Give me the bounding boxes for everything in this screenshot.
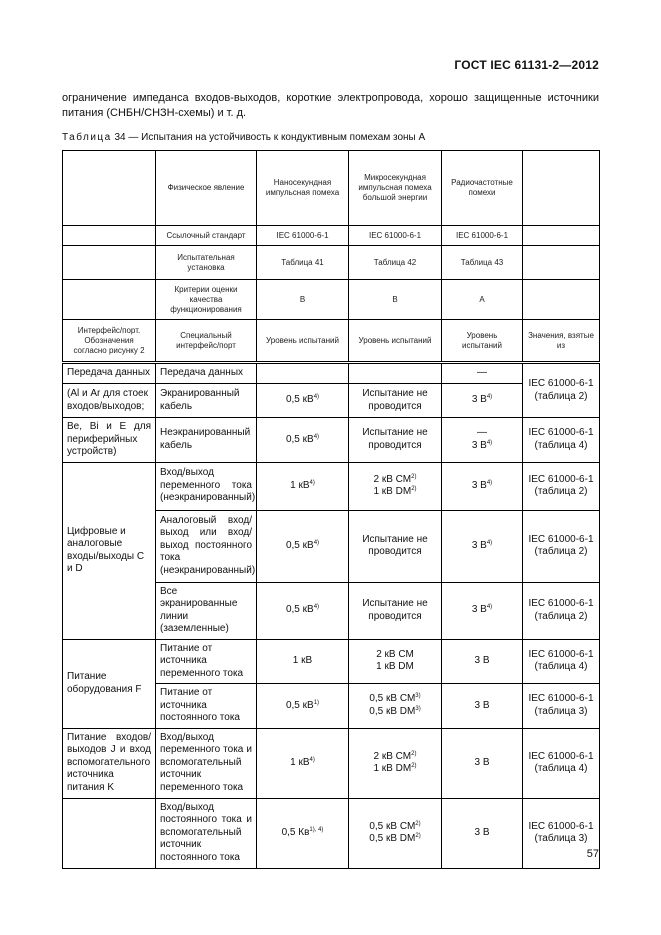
special-interface-cell: Вход/выход постоянного тока и вспомогательный источник постоянного тока <box>156 798 257 868</box>
reference-cell: IEC 61000-6-1 (таблица 2) <box>523 364 600 418</box>
interface-cell: Передача данных <box>63 364 156 384</box>
table-row <box>63 418 600 463</box>
table-header-row <box>63 151 600 226</box>
radio-level-cell: 3 $В^{4)}$ <box>442 462 523 510</box>
empty-cell <box>63 798 156 868</box>
intro-paragraph: ограничение импеданса входов-выходов, короткие электропровода, хорошо защищенные источники питания (СНБН/СНЗН-схемы) и т. д. <box>62 92 599 119</box>
nano-level-cell: 0,5 $кВ^{4)}$ <box>257 418 349 463</box>
empty-cell <box>257 364 349 384</box>
level-header-micro: Уровень испытаний <box>349 320 442 362</box>
nano-level-cell: 0,5 $кВ^{4)}$ <box>257 510 349 582</box>
nano-level-cell: 0,5 $Кв^{1), 4)}$ <box>257 798 349 868</box>
special-interface-cell: Вход/выход переменного тока и вспомогательный источник переменного тока <box>156 728 257 798</box>
reference-row <box>63 226 600 246</box>
radio-level-cell: 3 $В^{4)}$ <box>442 384 523 418</box>
table-row <box>63 728 600 798</box>
level-header-nano: Уровень испытаний <box>257 320 349 362</box>
reference-label: Ссылочный стандарт <box>156 226 257 246</box>
interface-cell: (Al и Ar для стоек входов/выходов; <box>63 384 156 418</box>
table-row <box>63 384 600 418</box>
setup-label: Испытательная установка <box>156 246 257 280</box>
nano-level-cell: 0,5 $кВ^{4)}$ <box>257 582 349 639</box>
criteria-label: Критерии оценки качества функционирования <box>156 280 257 320</box>
reference-cell: IEC 61000-6-1 (таблица 2) <box>523 510 600 582</box>
radio-level-cell: 3 $В^{4)}$ <box>442 582 523 639</box>
micro-level-cell: Испытание не проводится <box>349 418 442 463</box>
special-interface-cell: Аналоговый вход/выход или вход/выход постоянного тока (неэкранированный) <box>156 510 257 582</box>
criteria-radio: А <box>442 280 523 320</box>
interface-cell: Питание входов/выходов J и вход вспомогательного источника питания K <box>63 728 156 798</box>
empty-cell <box>523 246 600 280</box>
setup-radio: Таблица 43 <box>442 246 523 280</box>
reference-cell: IEC 61000-6-1 (таблица 3) <box>523 684 600 729</box>
reference-radio: IEC 61000-6-1 <box>442 226 523 246</box>
micro-level-cell: 2 кВ СМ 1 кВ DM <box>349 639 442 684</box>
reference-cell: IEC 61000-6-1 (таблица 4) <box>523 418 600 463</box>
caption-prefix: Таблица <box>62 132 112 143</box>
special-interface-cell: Передача данных <box>156 364 257 384</box>
nano-level-cell: 0,5 $кВ^{1)}$ <box>257 684 349 729</box>
special-interface-cell: Вход/выход переменного тока (неэкранированный) <box>156 462 257 510</box>
special-interface-cell: Питание от источника постоянного тока <box>156 684 257 729</box>
radio-level-cell: 3 В <box>442 728 523 798</box>
interface-cell: Питание оборудования F <box>63 639 156 728</box>
table-row <box>63 462 600 510</box>
micro-level-cell: Испытание не проводится <box>349 384 442 418</box>
caption-text: 34 — Испытания на устойчивость к кондуктивным помехам зоны А <box>114 132 426 143</box>
micro-level-cell: Испытание не проводится <box>349 582 442 639</box>
header-nanosecond: Наносекундная импульсная помеха <box>257 151 349 226</box>
setup-nano: Таблица 41 <box>257 246 349 280</box>
empty-cell <box>349 364 442 384</box>
micro-level-cell: Испытание не проводится <box>349 510 442 582</box>
setup-micro: Таблица 42 <box>349 246 442 280</box>
empty-cell <box>63 280 156 320</box>
radio-level-cell: 3 В <box>442 684 523 729</box>
table-caption <box>62 132 425 143</box>
special-interface-cell: Все экранированные линии (заземленные) <box>156 582 257 639</box>
immunity-test-table <box>62 150 600 869</box>
empty-cell <box>523 226 600 246</box>
criteria-row <box>63 280 600 320</box>
header-empty-cell <box>63 151 156 226</box>
reference-cell: IEC 61000-6-1 (таблица 3) <box>523 798 600 868</box>
micro-level-cell: 0,5 кВ СМ$^{3)}$ 0,5 кВ DM$^{3)}$ <box>349 684 442 729</box>
table-row <box>63 798 600 868</box>
special-interface-header: Специальный интерфейс/порт <box>156 320 257 362</box>
nano-level-cell: 1 $кВ^{4)}$ <box>257 462 349 510</box>
nano-level-cell: 0,5 $кВ^{4)}$ <box>257 384 349 418</box>
micro-level-cell: 2 кВ СМ$^{2)}$ 1 кВ DM$^{2)}$ <box>349 462 442 510</box>
reference-micro: IEC 61000-6-1 <box>349 226 442 246</box>
header-radio: Радиочастотные помехи <box>442 151 523 226</box>
empty-cell <box>63 246 156 280</box>
criteria-micro: В <box>349 280 442 320</box>
interface-cell: Цифровые и аналоговые входы/выходы С и D <box>63 462 156 639</box>
reference-cell: IEC 61000-6-1 (таблица 4) <box>523 728 600 798</box>
values-from-header: Значения, взятые из <box>523 320 600 362</box>
criteria-nano: В <box>257 280 349 320</box>
radio-level-cell: 3 В <box>442 639 523 684</box>
nano-level-cell: 1 кВ <box>257 639 349 684</box>
interface-header: Интерфейс/порт. Обозначения согласно рисунку 2 <box>63 320 156 362</box>
radio-level-cell: 3 В <box>442 798 523 868</box>
special-interface-cell: Питание от источника переменного тока <box>156 639 257 684</box>
radio-level-cell: 3 $В^{4)}$ <box>442 510 523 582</box>
interface-cell: Be, Bi и E для периферийных устройств) <box>63 418 156 463</box>
empty-cell <box>63 226 156 246</box>
special-interface-cell: Экранированный кабель <box>156 384 257 418</box>
reference-cell: IEC 61000-6-1 (таблица 4) <box>523 639 600 684</box>
level-header-radio: Уровень испытаний <box>442 320 523 362</box>
reference-cell: IEC 61000-6-1 (таблица 2) <box>523 462 600 510</box>
reference-nano: IEC 61000-6-1 <box>257 226 349 246</box>
page-number: 57 <box>586 848 599 860</box>
special-interface-cell: Неэкранированный кабель <box>156 418 257 463</box>
micro-level-cell: 0,5 кВ СМ$^{2)}$ 0,5 кВ DM$^{2)}$ <box>349 798 442 868</box>
radio-level-cell: — 3 $В^{4)}$ <box>442 418 523 463</box>
header-microsecond: Микросекундная импульсная помеха большой энергии <box>349 151 442 226</box>
document-code: ГОСТ IEC 61131-2—2012 <box>454 58 599 72</box>
header-empty-cell <box>523 151 600 226</box>
empty-cell <box>523 280 600 320</box>
table-row <box>63 364 600 384</box>
setup-row <box>63 246 600 280</box>
nano-level-cell: 1 $кВ^{4)}$ <box>257 728 349 798</box>
column-header-row <box>63 320 600 362</box>
micro-level-cell: 2 кВ СМ$^{2)}$ 1 кВ DM$^{2)}$ <box>349 728 442 798</box>
header-phenomenon: Физическое явление <box>156 151 257 226</box>
reference-cell: IEC 61000-6-1 (таблица 2) <box>523 582 600 639</box>
radio-level-cell: — <box>442 364 523 384</box>
table-row <box>63 639 600 684</box>
